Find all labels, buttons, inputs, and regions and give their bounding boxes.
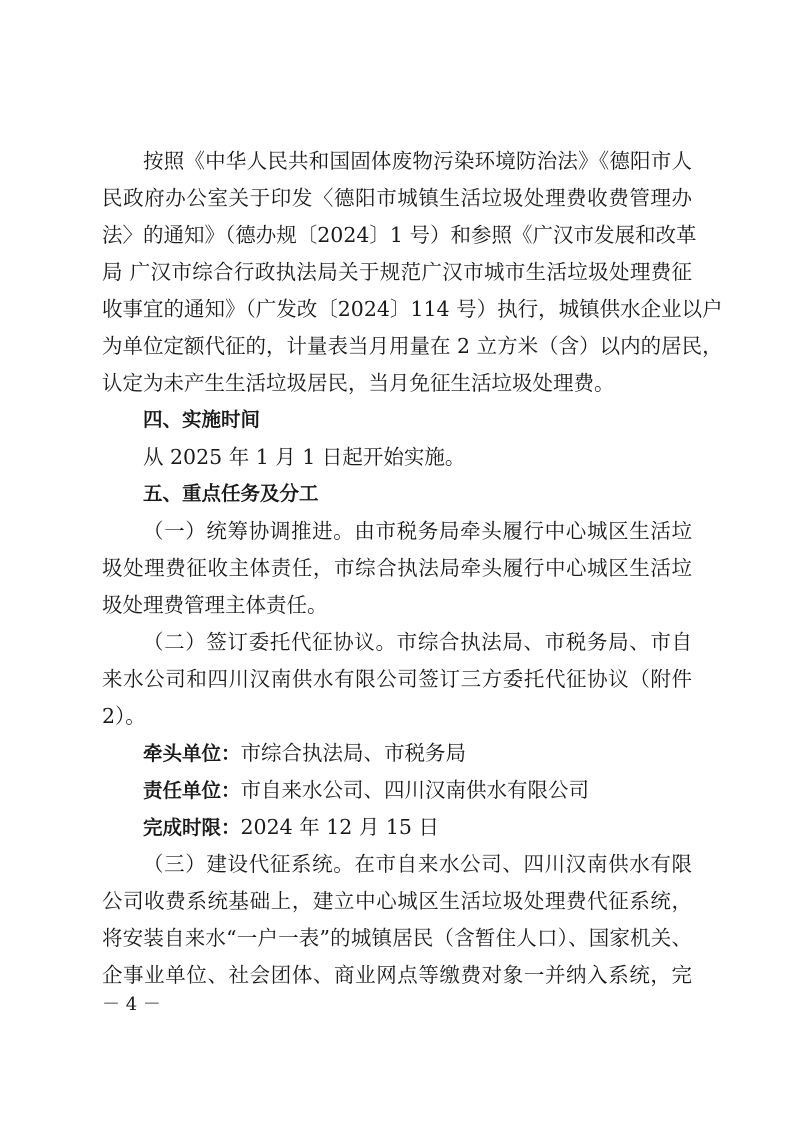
task-3-line: （三）建设代征系统。在市自来水公司、四川汉南供水有限 xyxy=(143,852,692,876)
task-1-line: 圾处理费征收主体责任，市综合执法局牵头履行中心城区生活垃 xyxy=(102,556,692,580)
lead-unit-row xyxy=(143,735,692,771)
paragraph-line: 为单位定额代征的，计量表当月用量在 2 立方米（含）以内的居民， xyxy=(102,334,723,358)
task-2-line: 来水公司和四川汉南供水有限公司签订三方委托代征协议（附件 xyxy=(102,667,692,691)
paragraph-line: 收事宜的通知》（广发改〔2024〕114 号）执行，城镇供水企业以户 xyxy=(102,297,723,321)
deadline-row xyxy=(143,809,692,845)
implementation-date-text: 从 2025 年 1 月 1 日起开始实施。 xyxy=(143,445,466,469)
paragraph-line: 按照《中华人民共和国固体废物污染环境防治法》《德阳市人 xyxy=(143,149,692,173)
paragraph-line: 民政府办公室关于印发〈德阳市城镇生活垃圾处理费收费管理办 xyxy=(102,186,692,210)
task-2-line: （二）签订委托代征协议。市综合执法局、市税务局、市自 xyxy=(143,630,692,654)
lead-unit-value: 市综合执法局、市税务局 xyxy=(240,741,467,765)
deadline-label: 完成时限： xyxy=(143,816,241,839)
task-3-line: 公司收费系统基础上，建立中心城区生活垃圾处理费代征系统， xyxy=(102,889,692,913)
paragraph-line: 法〉的通知》（德办规〔2024〕1 号）和参照《广汉市发展和改革 xyxy=(102,223,697,247)
deadline-value: 2024 年 12 月 15 日 xyxy=(240,815,439,839)
task-1-line: 圾处理费管理主体责任。 xyxy=(102,593,328,617)
task-3-line: 企事业单位、社会团体、商业网点等缴费对象一并纳入系统，完 xyxy=(102,963,692,987)
paragraph-line: 认定为未产生生活垃圾居民，当月免征生活垃圾处理费。 xyxy=(102,371,615,395)
responsible-unit-label: 责任单位： xyxy=(143,779,241,802)
section-heading-key-tasks: 五、重点任务及分工 xyxy=(143,482,319,505)
task-2-line: 2）。 xyxy=(102,704,146,728)
lead-unit-label: 牵头单位： xyxy=(143,742,241,765)
paragraph-line: 局 广汉市综合行政执法局关于规范广汉市城市生活垃圾处理费征 xyxy=(102,260,692,284)
section-heading-implementation-time: 四、实施时间 xyxy=(143,408,261,431)
page-number: － 4 － xyxy=(102,994,161,1015)
responsible-unit-row xyxy=(143,772,692,808)
responsible-unit-value: 市自来水公司、四川汉南供水有限公司 xyxy=(240,778,590,802)
task-3-line: 将安装自来水“一户一表”的城镇居民（含暂住人口）、国家机关、 xyxy=(102,926,692,950)
task-1-line: （一）统筹协调推进。由市税务局牵头履行中心城区生活垃 xyxy=(143,519,692,543)
